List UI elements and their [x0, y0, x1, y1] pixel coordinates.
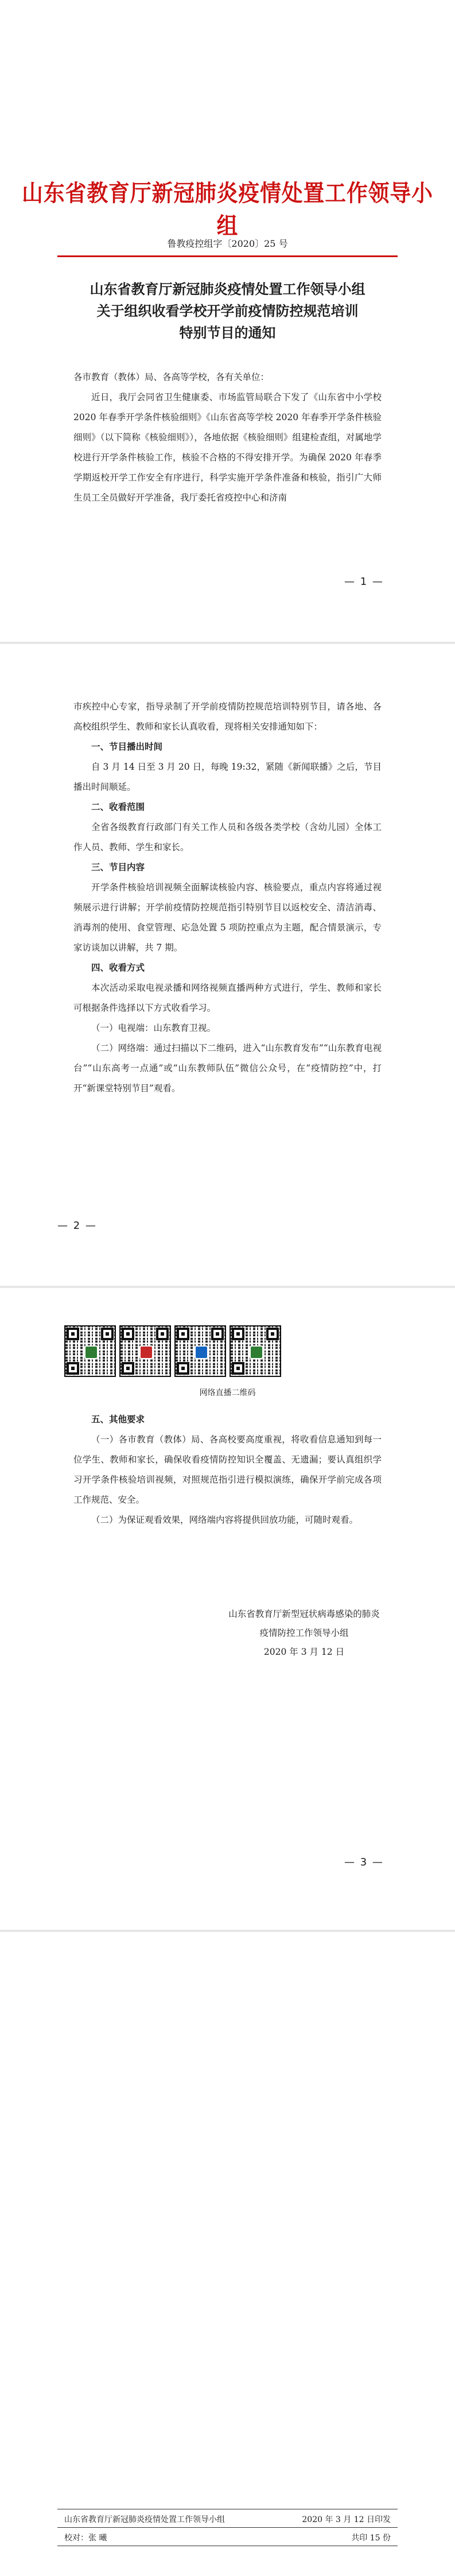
page-1-body — [73, 367, 382, 508]
title-line-2: 关于组织收看学校开学前疫情防控规范培训 — [96, 303, 359, 319]
section-5-item-1: （一）各市教育（教体）局、各高校要高度重视，将收看信息通知到每一位学生、教师和家长，确保收看疫情防控知识全覆盖、无遗漏；要认真组织学习开学条件核验培训视频，对照规范指引进行模拟演练，确保开学前完成各项工作规范、安全。 — [73, 1434, 382, 1505]
section-5-heading: 五、其他要求 — [91, 1414, 145, 1425]
page-1 — [0, 0, 455, 642]
footer-proofreader: 校对：张 曦 — [64, 2534, 107, 2543]
page-2 — [0, 644, 455, 1286]
masthead: 山东省教育厅新冠肺炎疫情处置工作领导小组 — [22, 180, 433, 239]
qr-code-icon[interactable] — [174, 1325, 226, 1377]
footer-proof-line — [64, 2532, 391, 2543]
qr-caption: 网络直播二维码 — [199, 1388, 256, 1398]
title-line-1: 山东省教育厅新冠肺炎疫情处置工作领导小组 — [90, 281, 365, 297]
section-4-item-2: （二）网络端：通过扫描以下二维码，进入“山东教育发布”“山东教育电视台”“山东高考一点通”或“山东教师队伍”微信公众号，在“疫情防控”中，打开“新课堂特别节目”观看。 — [73, 1043, 382, 1093]
page-3 — [0, 1288, 455, 1930]
section-2-heading: 二、收看范围 — [91, 802, 145, 812]
footer-issue-line — [64, 2513, 391, 2525]
section-4-item-1: （一）电视端：山东教育卫视。 — [91, 1023, 216, 1033]
title-line-3: 特别节目的通知 — [179, 325, 276, 341]
qr-code-icon[interactable] — [230, 1325, 281, 1377]
section-1-body: 自 3 月 14 日至 3 月 20 日，每晚 19:32，紧随《新闻联播》之后，节目播出时间顺延。 — [73, 762, 382, 792]
page-number-2: — 2 — — [57, 1220, 97, 1232]
page-4 — [0, 1932, 455, 2576]
section-2-body: 全省各级教育行政部门有关工作人员和各级各类学校（含幼儿园）全体工作人员、教师、学生和家长。 — [73, 822, 382, 852]
footer-copies: 共印 15 份 — [351, 2534, 391, 2543]
footer-print-date: 2020 年 3 月 12 日印发 — [302, 2515, 391, 2524]
document-number: 鲁教疫控组字〔2020〕25 号 — [167, 238, 288, 249]
salutation: 各市教育（教体）局、各高等学校，各有关单位： — [73, 372, 270, 382]
signature-line-2: 疫情防控工作领导小组 — [259, 1628, 349, 1638]
section-4-heading: 四、收看方式 — [91, 963, 145, 973]
page-number-3: — 3 — — [344, 1856, 384, 1868]
document-title — [52, 278, 403, 344]
signature-block — [189, 1605, 419, 1662]
qr-code-icon[interactable] — [64, 1325, 116, 1377]
page-3-body — [73, 1410, 382, 1530]
intro-continued: 市疾控中心专家，指导录制了开学前疫情防控规范培训特别节目，请各地、各高校组织学生、教师和家长认真收看，现将相关安排通知如下： — [73, 701, 382, 732]
page-2-body — [73, 697, 382, 1099]
footer-rule-middle — [57, 2527, 398, 2528]
qr-code-icon[interactable] — [119, 1325, 171, 1377]
footer-issuer: 山东省教育厅新冠肺炎疫情处置工作领导小组 — [64, 2515, 225, 2524]
section-5-item-2: （二）为保证观看效果，网络端内容将提供回放功能，可随时观看。 — [91, 1515, 359, 1525]
section-1-heading: 一、节目播出时间 — [91, 742, 163, 752]
signature-date: 2020 年 3 月 12 日 — [263, 1647, 345, 1657]
section-4-body: 本次活动采取电视录播和网络视频直播两种方式进行，学生、教师和家长可根据条件选择以下方式收看学习。 — [73, 983, 382, 1013]
red-divider — [57, 255, 398, 257]
intro-paragraph: 近日，我厅会同省卫生健康委、市场监管局联合下发了《山东省中小学校 2020 年春季开学条件核验细则》《山东省高等学校 2020 年春季开学条件核验细则》（以下简称《核验细则》），各地依据《核验细则》组建检查组，对属地学校进行开学条件核验工作，核验不合格的不得安排开学。为确保 2020 年春季学期返校开学工作安全有序进行，科学实施开学条件准备和核验，指引广大师生员工全员做好开学准备，我厅委托省疫控中心和济南 — [73, 392, 382, 503]
qr-code-row — [64, 1325, 281, 1377]
section-3-heading: 三、节目内容 — [91, 862, 145, 872]
section-3-body: 开学条件核验培训视频全面解读核验内容、核验要点，重点内容将通过视频展示进行讲解；开学前疫情防控规范指引特别节目以返校安全、清洁消毒、消毒剂的使用、食堂管理、応急处置 5 项防控重点为主题，配合情景演示，专家访谈加以讲解，共 7 期。 — [73, 882, 382, 953]
signature-line-1: 山东省教育厅新型冠状病毒感染的肺炎 — [228, 1609, 380, 1619]
page-number-1: — 1 — — [344, 576, 384, 588]
